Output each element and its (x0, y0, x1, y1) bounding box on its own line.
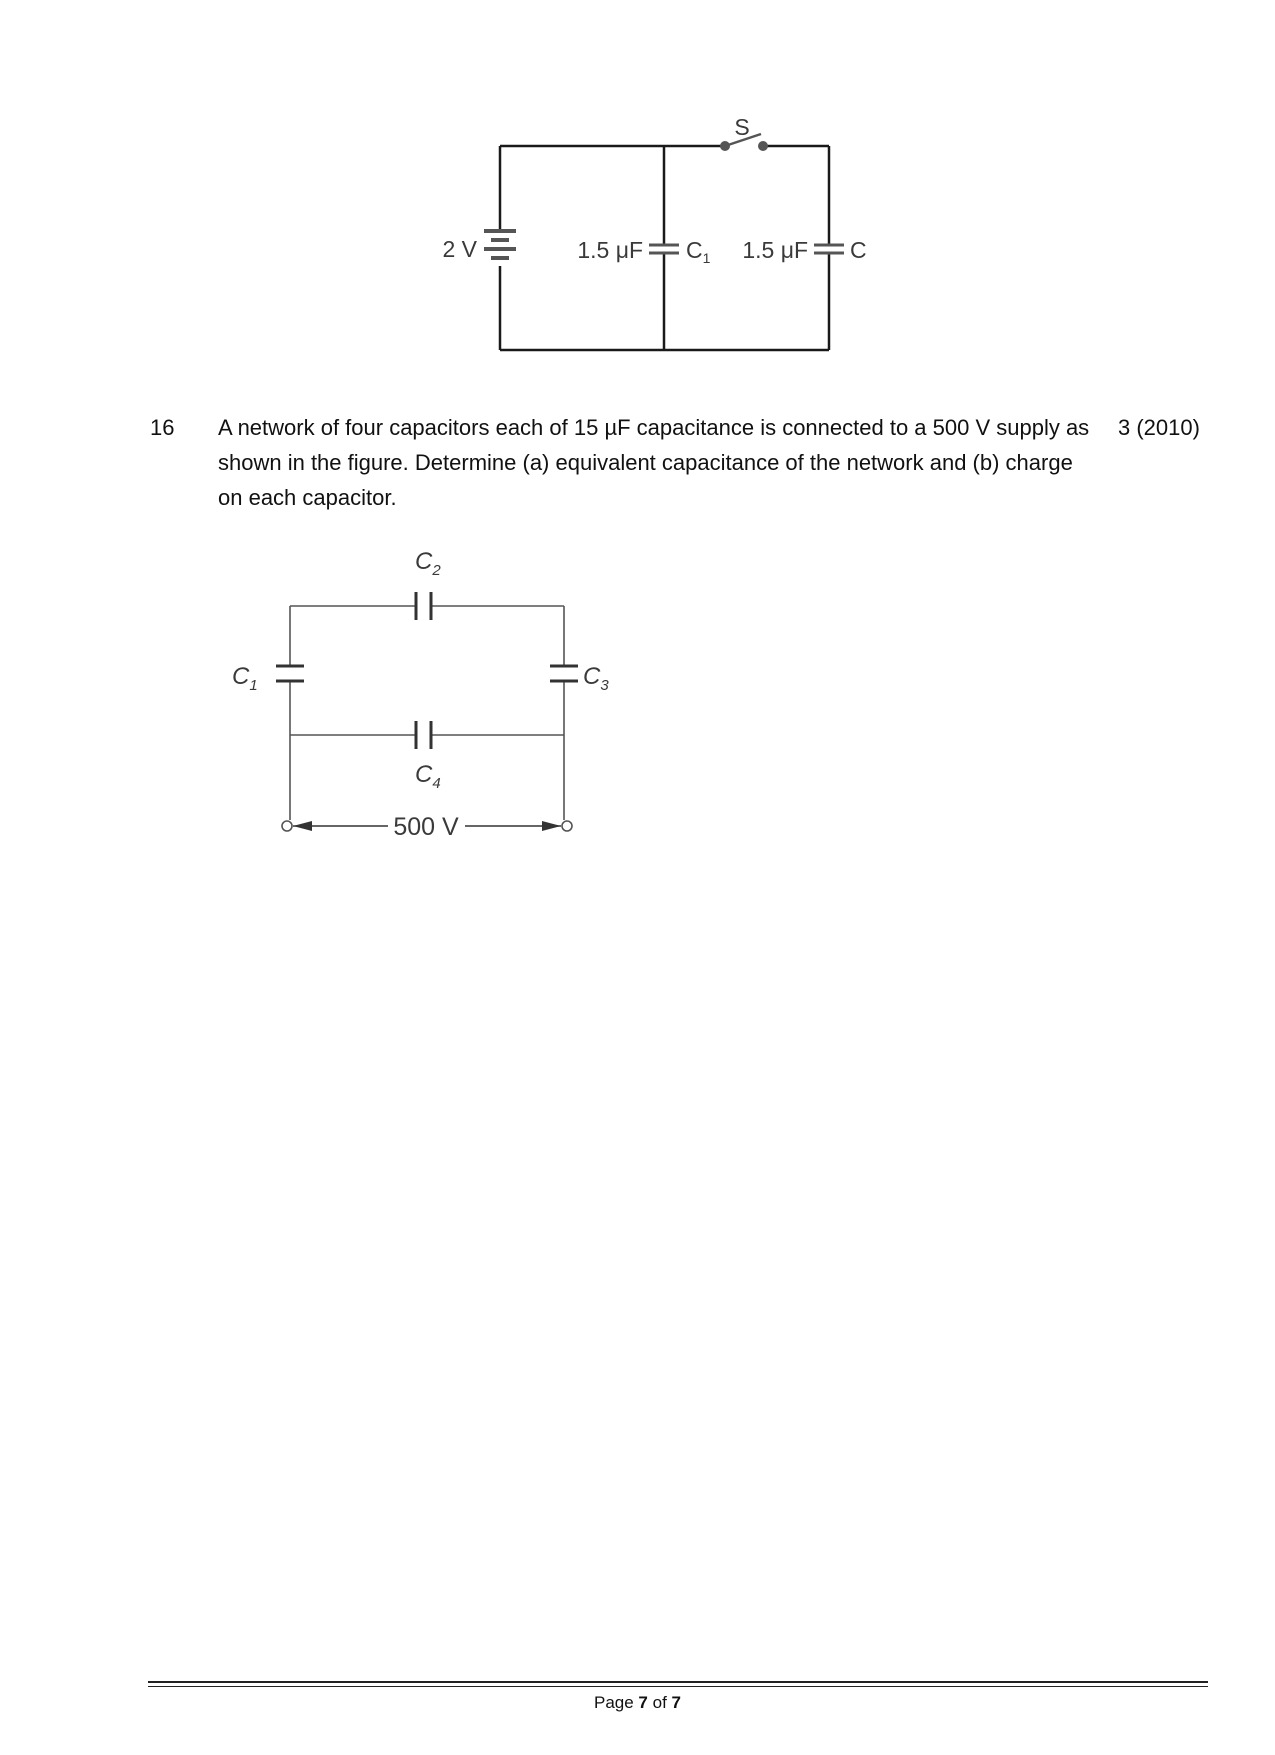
question-number: 16 (150, 415, 175, 440)
switch-label: S (734, 114, 750, 140)
c2-label: $C_2$ (415, 548, 441, 579)
battery-label: 2 V (442, 236, 477, 262)
c-value-label: 1.5 μF (742, 237, 808, 263)
footer-rule (148, 1681, 1208, 1683)
c1-value-label: 1.5 μF (577, 237, 643, 263)
capacitor-c1b-symbol (276, 666, 304, 681)
footer-rule-thin (148, 1686, 1208, 1687)
of-word: of (652, 1693, 667, 1712)
page-total: 7 (671, 1693, 682, 1712)
capacitor-c2-symbol (416, 592, 431, 620)
page-footer (0, 1690, 1275, 1716)
c-name-label: C (850, 237, 867, 263)
left-terminal (282, 821, 292, 831)
c1-label: $C_1$ (232, 663, 258, 694)
page-current: 7 (638, 1693, 648, 1712)
question-text: A network of four capacitors each of 15 µF capacitance is connected to a 500 V supply as shown in the figure. Determine (a) equivalent capacitance of the network and (b) charge on each capacitor. (218, 415, 1090, 510)
capacitor-c3-symbol (550, 666, 578, 681)
page-word: Page (593, 1693, 634, 1712)
c3-label: $C_3$ (583, 663, 609, 694)
question-marks: 3 (2010) (1118, 415, 1200, 440)
c1-name-label: $C_1$ (686, 237, 711, 266)
capacitor-c4-symbol (416, 721, 431, 749)
right-terminal (562, 821, 572, 831)
voltage-label: 500 V (393, 813, 459, 841)
c4-label: $C_4$ (415, 761, 441, 792)
